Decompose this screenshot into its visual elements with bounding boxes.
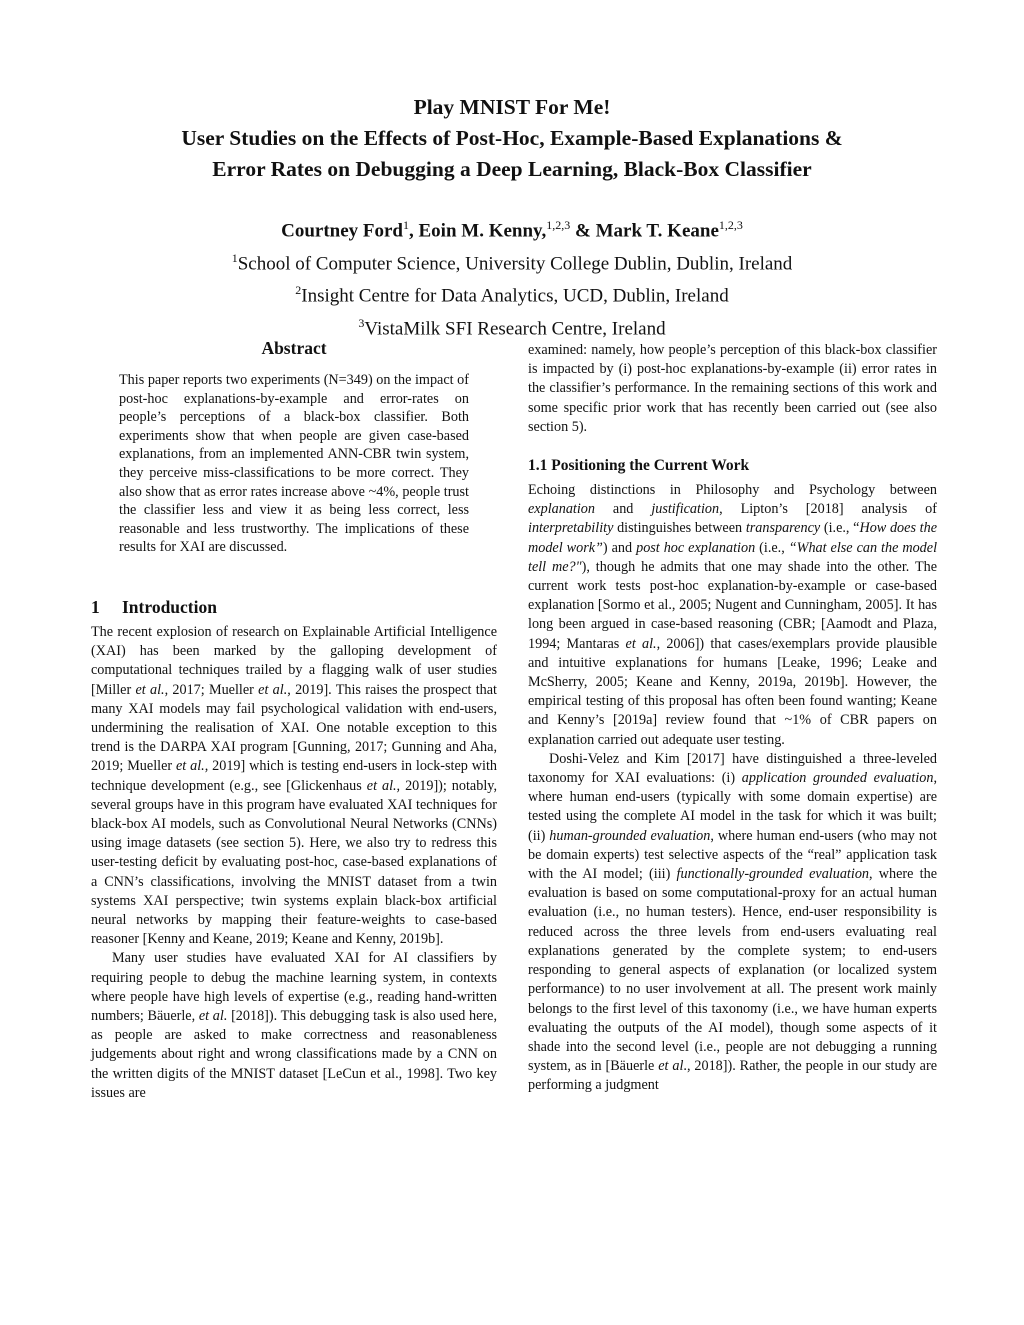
right-column xyxy=(528,341,937,1096)
affiliation-sup: 3 xyxy=(358,315,365,330)
affiliation xyxy=(0,277,1024,309)
section-number: 1 xyxy=(91,596,100,617)
affiliation-text: VistaMilk SFI Research Centre, Ireland xyxy=(364,317,666,339)
author-affil-sup: 1 xyxy=(403,218,409,232)
affiliation-sup: 2 xyxy=(295,283,302,298)
abstract-heading: Abstract xyxy=(261,338,327,358)
subsection-paragraph-1: Echoing distinctions in Philosophy and Psychology between explanation and justification, Lipton’s [2018] analysis of interpretability distinguishes between transparency (i.e., “How does the model work”) and post hoc explanation (i.e., “What else can the model tell me?"), though he admits that one may shade into the other. The current work tests post-hoc explanation-by-example or case-based explanation [Sormo et al., 2005; Nugent and Cunningham, 2005]. It has long been argued in case-based reasoning (CBR; [Aamodt and Plaza, 1994; Mantaras et al., 2006]) that cases/exemplars provide plausible and intuitive explanations for humans [Leake, 1996; Leake and McSherry, 2005; Keane and Kenny, 2019a, 2019b]. However, the empirical testing of this proposal has often been found wanting; Keane and Kenny’s [2019a] review found that ~1% of CBR papers on explanation carried out adequate user testing. xyxy=(528,482,938,748)
section-heading-introduction xyxy=(91,595,497,619)
left-column xyxy=(91,335,497,1103)
author-name: & Mark T. Keane xyxy=(570,220,719,242)
subsection-paragraph-2: Doshi-Velez and Kim [2017] have distinguished a three-leveled taxonomy for XAI evaluations: (i) application grounded evaluation, where human end-users (typically with some domain expertise) are tested using the complete AI model in the task for which it was built; (ii) human-grounded evaluation, where human end-users (who may not be domain experts) test selective aspects of the “real” application task with the AI model; (iii) functionally-grounded evaluation, where the evaluation is based on some computational-proxy for an actual human evaluation (i.e., no human testers). Hence, end-user responsibility is reduced across the three levels from end-users evaluating real explanations generated by the complete system; to end-users responding to general aspects of explanation (or localized system performance) to no user involvement at all. The present work mainly belongs to the first level of this taxonomy (i.e., we have human experts evaluating the outputs of the AI model), though some aspects of it shade into the second level (i.e., people are not debugging a running system, as in [Bäuerle et al., 2018]). Rather, the people in our study are performing a judgment xyxy=(528,750,938,1094)
affiliation-sup: 1 xyxy=(231,251,238,265)
title-line-2: User Studies on the Effects of Post-Hoc, Example-Based Explanations & xyxy=(181,126,843,150)
author-affil-sup: 1,2,3 xyxy=(546,218,571,232)
abstract-body: This paper reports two experiments (N=349) on the impact of post-hoc explanations-by-example and error-rates on people’s perceptions of a black-box classifier. Both experiments show that when people are given case-based explanations, from an implemented ANN-CBR twin system, they perceive miss-classifications to be more correct. They also show that as error rates increase above ~4%, people trust the classifier less and view it as being less correct, less reasonable and less trustworthy. The implications of these results for XAI are discussed. xyxy=(119,372,469,556)
title-line-1: Play MNIST For Me! xyxy=(413,95,611,119)
intro-paragraph-1: The recent explosion of research on Explainable Artificial Intelligence (XAI) has been marked by the galloping development of computational techniques trailed by a flagging walk of user studies [Miller et al., 2017; Mueller et al., 2019]. This raises the prospect that many XAI models may fail psychological validation with end-users, undermining the realisation of XAI. One notable exception to this trend is the DARPA XAI program [Gunning, 2017; Gunning and Aha, 2019; Mueller et al., 2019] which is testing end-users in lock-step with technique development (e.g., see [Glickenhaus et al., 2019]); notably, several groups have in this program have evaluated XAI techniques for black-box AI models, such as Convolutional Neural Networks (CNNs) using image datasets (see section 5). Here, we also try to redress this user-testing deficit by evaluating post-hoc, case-based explanations of a CNN’s classifications, involving the MNIST dataset from a twin systems XAI perspective; twin systems explain black-box artificial neural networks by mapping their feature-weights to case-based reasoner [Kenny and Keane, 2019; Keane and Kenny, 2019b]. xyxy=(91,623,497,948)
author-affil-sup: 1,2,3 xyxy=(718,218,743,232)
author-name: , Eoin M. Kenny, xyxy=(409,220,547,242)
paper-title xyxy=(0,92,1024,185)
section-title: Introduction xyxy=(122,596,217,617)
affiliation-text: Insight Centre for Data Analytics, UCD, Dublin, Ireland xyxy=(301,285,729,307)
affiliations xyxy=(0,245,1024,342)
author-list xyxy=(0,212,1024,244)
intro-paragraph-continued: examined: namely, how people’s perception of this black-box classifier is impacted by (i) post-hoc explanations-by-example (ii) error rates in the classifier’s performance. In the remaining sections of this work and some specific prior work that has recently been carried out (see also section 5). xyxy=(528,342,937,435)
author-name: Courtney Ford xyxy=(281,220,403,242)
affiliation xyxy=(0,245,1024,277)
title-line-3: Error Rates on Debugging a Deep Learning, Black-Box Classifier xyxy=(212,157,812,181)
affiliation-text: School of Computer Science, University College Dublin, Dublin, Ireland xyxy=(237,253,793,275)
subsection-heading: 1.1 Positioning the Current Work xyxy=(528,457,750,475)
intro-paragraph-2: Many user studies have evaluated XAI for AI classifiers by requiring people to debug the machine learning system, in contexts where people have high levels of expertise (e.g., reading hand-written numbers; Bäuerle, et al. [2018]). This debugging task is also used here, as people are asked to make correctness and reasonableness judgements about right and wrong classifications made by a CNN on the written digits of the MNIST dataset [LeCun et al., 1998]. Two key issues are xyxy=(91,950,498,1101)
